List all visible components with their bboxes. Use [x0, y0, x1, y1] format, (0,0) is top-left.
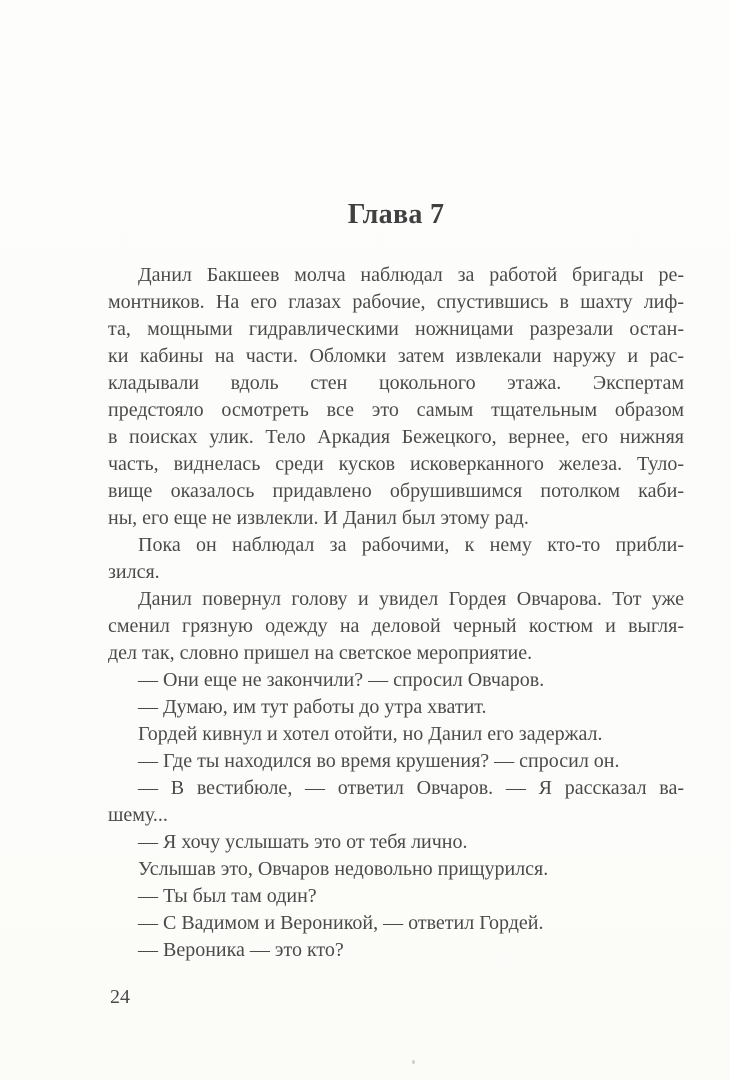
text-line: — Они еще не закончили? — спросил Овчаров.	[138, 669, 545, 691]
text-line: — Ты был там один?	[138, 885, 317, 907]
text-line: — Думаю, им тут работы до утра хватит.	[138, 696, 487, 718]
chapter-heading: Глава 7	[347, 199, 445, 230]
paragraph	[108, 748, 684, 775]
page-number: 24	[110, 986, 130, 1008]
page-body-text	[108, 262, 684, 964]
text-line: кладывали вдоль стен цокольного этажа. Экспертам	[108, 372, 684, 394]
text-line: ны, его еще не извлекли. И Данил был этому рад.	[108, 507, 529, 529]
text-line: та, мощными гидравлическими ножницами разрезали остан-	[108, 318, 684, 340]
text-line: Пока он наблюдал за рабочими, к нему кто-то прибли-	[138, 534, 684, 556]
text-line: дел так, словно пришел на светское мероприятие.	[108, 642, 533, 664]
text-line: Гордей кивнул и хотел отойти, но Данил его задержал.	[138, 723, 603, 745]
text-line: ки кабины на части. Обломки затем извлекали наружу и рас-	[108, 345, 684, 367]
text-line: предстояло осмотреть все это самым тщательным образом	[108, 399, 684, 421]
text-line: Данил повернул голову и увидел Гордея Овчарова. Тот уже	[138, 588, 684, 610]
text-line: — Где ты находился во время крушения? — спросил он.	[138, 750, 620, 772]
paragraph	[108, 694, 684, 721]
text-line: — В вестибюле, — ответил Овчаров. — Я рассказал ва-	[138, 777, 684, 799]
text-line: часть, виднелась среди кусков исковерканного железа. Туло-	[108, 453, 684, 475]
paragraph	[108, 721, 684, 748]
paragraph	[108, 586, 684, 667]
text-line: в поисках улик. Тело Аркадия Бежецкого, вернее, его нижняя	[108, 426, 684, 448]
text-line: сменил грязную одежду на деловой черный костюм и выгля-	[108, 615, 684, 637]
text-line: — Я хочу услышать это от тебя лично.	[138, 831, 468, 853]
paragraph	[108, 532, 684, 586]
text-line: монтников. На его глазах рабочие, спустившись в шахту лиф-	[108, 291, 684, 313]
text-line: зился.	[108, 561, 160, 583]
text-line: Услышав это, Овчаров недовольно прищурился.	[138, 858, 549, 880]
paragraph	[108, 262, 684, 532]
text-line: — С Вадимом и Вероникой, — ответил Гордей.	[138, 912, 544, 934]
paragraph	[108, 937, 684, 964]
text-line: шему...	[108, 804, 168, 826]
text-line: вище оказалось придавлено обрушившимся потолком каби-	[108, 480, 684, 502]
paragraph	[108, 775, 684, 829]
scan-speck-artifact	[412, 1060, 415, 1064]
paragraph	[108, 667, 684, 694]
text-line: Данил Бакшеев молча наблюдал за работой бригады ре-	[138, 264, 684, 286]
text-line: — Вероника — это кто?	[138, 939, 344, 961]
paragraph	[108, 829, 684, 856]
paragraph	[108, 856, 684, 883]
paragraph	[108, 883, 684, 910]
paragraph	[108, 910, 684, 937]
